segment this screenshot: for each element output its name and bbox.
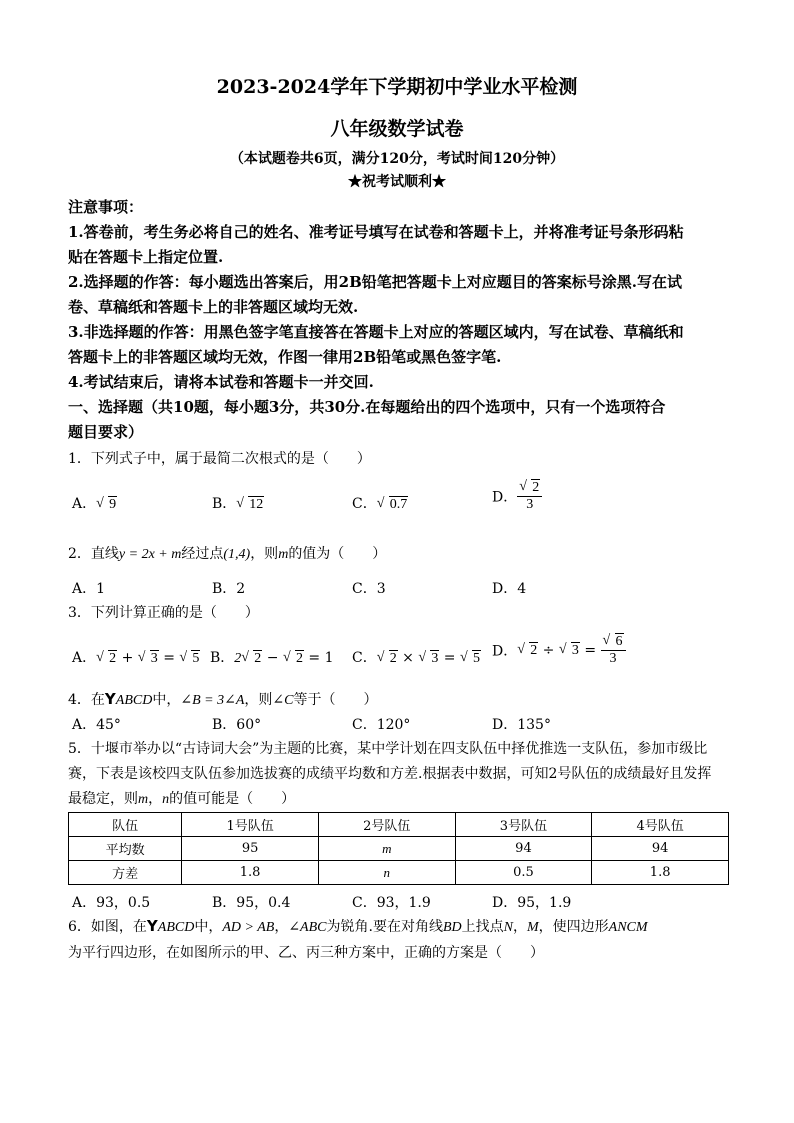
q3-option-a: A．√ 2 + √ 3 = √ 5	[72, 647, 200, 667]
table-cell: 94	[455, 837, 592, 861]
note-4: 4.考试结束后，请将本试卷和答题卡一并交回.	[68, 373, 374, 391]
q3-stem: 3．下列计算正确的是（ ）	[68, 605, 259, 621]
table-cell: 方差	[69, 861, 182, 885]
section-1-heading-line-1: 一、选择题（共10题，每小题3分，共30分.在每题给出的四个选项中，只有一个选项符合	[68, 398, 666, 416]
parallelogram-symbol: Y	[146, 917, 158, 935]
q2-option-a: A．1	[72, 581, 106, 597]
table-header-cell: 1号队伍	[182, 813, 319, 837]
q2-option-b: B．2	[212, 581, 246, 597]
q2-option-d: D．4	[492, 581, 527, 597]
note-3-line-1: 3.非选择题的作答：用黑色签字笔直接答在答题卡上对应的答题区域内，写在试卷、草稿纸和	[68, 323, 684, 341]
table-header-cell: 4号队伍	[592, 813, 729, 837]
table-cell: 平均数	[69, 837, 182, 861]
exam-wish: ★祝考试顺利★	[348, 174, 446, 190]
q5-line-2: 赛，下表是该校四支队伍参加选拔赛的成绩平均数和方差.根据表中数据，可知2号队伍的成绩最好且发挥	[68, 766, 712, 782]
q3-option-c: C．√ 2 × √ 3 = √ 5	[352, 647, 481, 667]
q1-option-d: D． √ $\frac{2}{3}$	[492, 480, 542, 513]
q1-option-a: A．√ 9	[72, 493, 117, 513]
q2-option-c: C．3	[352, 581, 386, 597]
q4-option-a: A．45°	[72, 717, 121, 733]
q4-stem: 4．在YABCD中，∠B = 3∠A，则∠C等于（ ）	[68, 690, 378, 708]
table-cell: 95	[182, 837, 319, 861]
q4-option-b: B．60°	[212, 717, 262, 733]
table-header-cell: 3号队伍	[455, 813, 592, 837]
q5-option-c: C．93，1.9	[352, 895, 431, 911]
section-1-heading-line-2: 题目要求）	[68, 423, 144, 441]
q5-option-a: A．93，0.5	[72, 895, 151, 911]
table-header-cell: 队伍	[69, 813, 182, 837]
note-2-line-1: 2.选择题的作答：每小题选出答案后，用2B铅笔把答题卡上对应题目的答案标号涂黑.写在试	[68, 273, 683, 291]
q6-line-2: 为平行四边形，在如图所示的甲、乙、丙三种方案中，正确的方案是（ ）	[68, 945, 544, 961]
q3-option-d: D．√ 2 ÷ √ 3 = √ $\frac{6}{3}$	[492, 634, 626, 667]
note-3-line-2: 答题卡上的非答题区域均无效，作图一律用2B铅笔或黑色签字笔.	[68, 348, 502, 366]
q6-line-1: 6．如图，在YABCD中，AD > AB，∠ABC为锐角.要在对角线BD上找点N，M，使四边形ANCM	[68, 917, 648, 935]
table-header-row	[69, 813, 729, 837]
q5-option-b: B．95，0.4	[212, 895, 291, 911]
q4-option-d: D．135°	[492, 717, 551, 733]
q5-line-3: 最稳定，则m，n的值可能是（ ）	[68, 791, 296, 807]
note-2-line-2: 卷、草稿纸和答题卡上的非答题区域均无效.	[68, 298, 359, 316]
notes-heading: 注意事项：	[68, 198, 144, 216]
q3-option-b: B．2√ 2 − √ 2 = 1	[210, 647, 333, 667]
table-cell: 1.8	[592, 861, 729, 885]
q1-stem: 1．下列式子中，属于最简二次根式的是（ ）	[68, 451, 371, 467]
q5-line-1: 5．十堰市举办以“古诗词大会”为主题的比赛，某中学计划在四支队伍中择优推选一支队伍，参加市级比	[68, 741, 708, 757]
table-row-mean	[69, 837, 729, 861]
table-cell: 94	[592, 837, 729, 861]
table-cell: 0.5	[455, 861, 592, 885]
q1-option-b: B．√ 12	[212, 493, 264, 513]
exam-title: 2023-2024学年下学期初中学业水平检测	[216, 76, 578, 98]
note-1-line-2: 贴在答题卡上指定位置.	[68, 248, 224, 266]
q5-score-table	[68, 812, 729, 885]
parallelogram-symbol: Y	[104, 690, 116, 708]
note-1-line-1: 1.答卷前，考生务必将自己的姓名、准考证号填写在试卷和答题卡上，并将准考证号条形码粘	[68, 223, 684, 241]
q2-stem: 2．直线y = 2x + m经过点(1,4)，则m的值为（ ）	[68, 546, 387, 562]
q1-option-c: C．√ 0.7	[352, 493, 408, 513]
table-cell: 1.8	[182, 861, 319, 885]
table-row-variance	[69, 861, 729, 885]
exam-subtitle: 八年级数学试卷	[330, 118, 464, 140]
table-cell: m	[318, 837, 455, 861]
table-cell: n	[318, 861, 455, 885]
exam-info: （本试题卷共6页，满分120分，考试时间120分钟）	[229, 151, 565, 167]
table-header-cell: 2号队伍	[318, 813, 455, 837]
q4-option-c: C．120°	[352, 717, 411, 733]
q5-option-d: D．95，1.9	[492, 895, 572, 911]
